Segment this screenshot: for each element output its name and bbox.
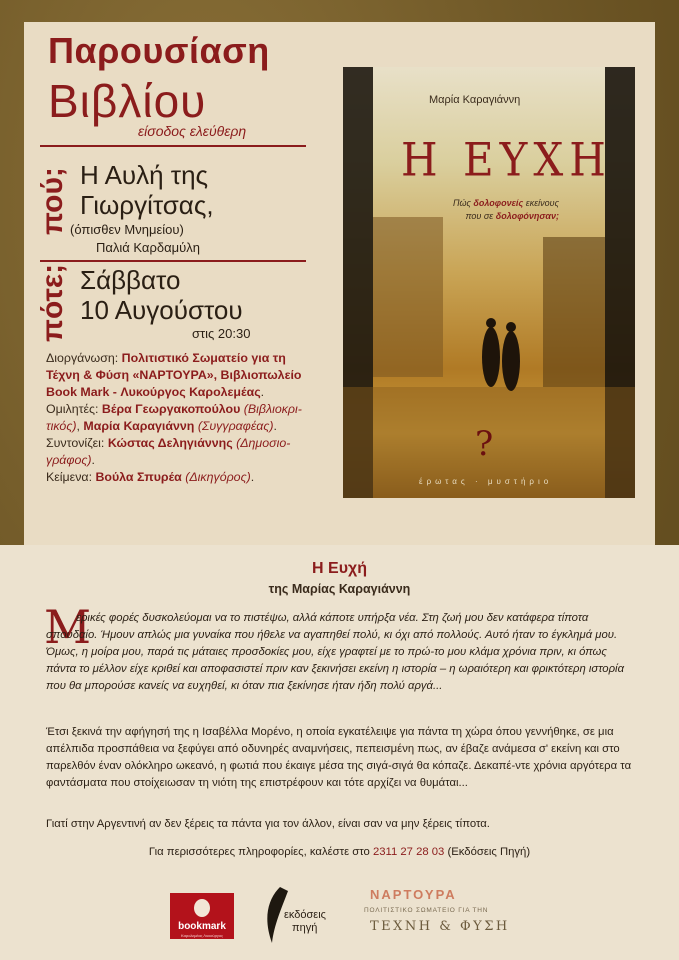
texts-name: Βούλα Σπυρέα (95, 470, 182, 484)
speaker2: Μαρία Καραγιάννη (83, 419, 195, 433)
question-part-c: εκείνους (523, 198, 559, 208)
where-line3: (όπισθεν Μνημείου) (70, 222, 184, 237)
info-text-a: Για περισσότερες πληροφορίες, καλέστε στο (148, 846, 373, 858)
cover-author: Μαρία Καραγιάννη (429, 94, 521, 106)
figure-right (502, 331, 520, 391)
cover-question (453, 197, 559, 223)
divider-mid (40, 260, 306, 262)
speaker2-role: (Συγγραφέας) (197, 419, 274, 433)
where-line4: Παλιά Καρδαμύλη (96, 240, 200, 255)
texts-role: (Δικηγόρος) (185, 470, 251, 484)
info-phone: 2311 27 28 03 (372, 846, 445, 858)
bookmark-sub: Καρολεμέας Λυκούργος (180, 933, 223, 938)
story-title: Η Ευχή (312, 560, 367, 577)
org-label: Διοργάνωση: (46, 351, 122, 365)
when-label: πότε; (36, 263, 69, 342)
figure-left (482, 327, 500, 387)
pigi-logo (262, 885, 328, 947)
cover-title: Η ΕΥΧΗ (401, 132, 612, 187)
pigi-line1: εκδόσεις (284, 909, 326, 921)
info-text-b: (Εκδόσεις Πηγή) (444, 846, 531, 858)
building-left (373, 217, 443, 377)
org-value: Πολιτιστικό Σωματείο για τη Τέχνη & Φύση «ΝΑΡΤΟΥΡΑ», Βιβλιοπωλείο Book Mark - Λυκούργος Καρολεμέας (46, 351, 302, 399)
pigi-line2: πηγή (292, 922, 318, 934)
story-paragraph-2: Έτσι ξεκινά την αφήγησή της η Ισαβέλλα Μορένο, η οποία εγκατέλειψε για πάντα τη χώρα όπου γεννήθηκε, σε μια απέλπιδα προσπάθεια να ξεφύγει από οδυνηρές αναμνήσεις, πεπεισμένη πως, αν έβαζε ανάμεσα σ' εκείνη και στο παρελθόν έναν ολόκληρο ωκεανό, η φωτιά που έκαιγε μέσα της σιγά-σιγά θα κόπαζε. Δεκαπέ-ντε χρόνια αργότερα τα φαντάσματα που στοίχειωσαν τη νιότη της επιστρέφουν και τότε αρχίζει να θυμάται... (46, 726, 632, 789)
texts-label: Κείμενα: (46, 470, 96, 484)
when-line2: 10 Αυγούστου (80, 295, 243, 325)
speaker1-role: (Βιβλιοκρι-τικός) (46, 402, 302, 433)
bookmark-name: bookmark (178, 921, 226, 932)
nartoura-name: ΝΑΡΤΟΥΡΑ (370, 887, 457, 902)
question-part-d: που σε (465, 211, 496, 221)
info-line (0, 846, 679, 858)
figure-right-head (506, 322, 516, 332)
building-right (543, 237, 605, 387)
question-part-e: δολοφόνησαν; (495, 211, 559, 221)
credits-block: Διοργάνωση: Πολιτιστικό Σωματείο για τη Τέχνη & Φύση «ΝΑΡΤΟΥΡΑ», Βιβλιοπωλείο Book Mark - Λυκούργος Καρολεμέας. Ομιλητές: Βέρα Γεωργακοπούλου (Βιβλιοκρι-τικός), Μαρία Καραγιάννη (Συγγραφέας). Συντονίζει: Κώστας Δεληγιάννης (Δημοσιο-γράφος). Κείμενα: Βούλα Σπυρέα (Δικηγόρος). (46, 351, 302, 484)
nartoura-main: ΤΕΧΝΗ & ΦΥΣΗ (370, 919, 510, 934)
where-label: πού; (36, 167, 69, 235)
where-line2: Γιωργίτσας, (80, 190, 214, 220)
owl-icon (194, 899, 210, 917)
book-cover (343, 67, 635, 498)
when-time: στις 20:30 (192, 326, 251, 341)
cover-series: έρωτας · μυστήριο (419, 477, 553, 486)
speakers-label: Ομιλητές: (46, 402, 102, 416)
nartoura-logo (360, 886, 524, 940)
question-part-a: Πώς (453, 198, 474, 208)
nartoura-sub: ΠΟΛΙΤΙΣΤΙΚΟ ΣΩΜΑΤΕΙΟ ΓΙΑ ΤΗΝ (364, 907, 489, 914)
figure-left-head (486, 318, 496, 328)
coord-label: Συντονίζει: (46, 436, 108, 450)
drop-cap: Μ (44, 600, 92, 654)
title-line1: Παρουσίαση (48, 30, 270, 71)
coord-name: Κώστας Δεληγιάννης (107, 436, 233, 450)
story-subtitle: της Μαρίας Καραγιάννη (268, 582, 411, 596)
speaker1: Βέρα Γεωργακοπούλου (101, 402, 241, 416)
where-line1: Η Αυλή της (80, 160, 209, 190)
story-paragraph-3: Γιατί στην Αργεντινή αν δεν ξέρεις τα πάντα για τον άλλον, είναι σαν να μην ξέρεις τίποτα. (46, 818, 490, 830)
bookmark-logo (170, 893, 234, 939)
story-paragraph-1: ερικές φορές δυσκολεύομαι να το πιστέψω, αλλά κάποτε υπήρξα νέα. Στη ζωή μου δεν κατάφερα τίποτα σπουδαίο. Ήμουν απλώς μια γυναίκα που ήθελε να αγαπηθεί πολύ, κι όχι από πολλούς. Αυτό ήταν το έγκλημά μου. Όμως, η μοίρα μου, παρά τις μάταιες προσδοκίες μου, είχε γραφτεί με το πρώ-το μου κλάμα χρόνια πριν, κι όπως πάντα το μέλλον είχε κριθεί και αποφασιστεί πριν καν ξεκινήσει εκείνη η ιστορία – η ωραιότερη και φρικτότερη ιστορία που θα μπορούσε κανείς να ευχηθεί, κι όταν πια ξεκίνησε ήταν ήδη πολύ αργά... (46, 612, 625, 692)
title-line2: Βιβλίου (48, 75, 207, 127)
when-line1: Σάββατο (80, 265, 181, 295)
publisher-mark-icon: ? (475, 424, 494, 464)
entry-note: είσοδος ελεύθερη (138, 123, 247, 139)
coord-role: (Δημοσιο-γράφος) (46, 436, 291, 467)
question-part-b: δολοφονείς (473, 198, 524, 208)
divider-top (40, 145, 306, 147)
